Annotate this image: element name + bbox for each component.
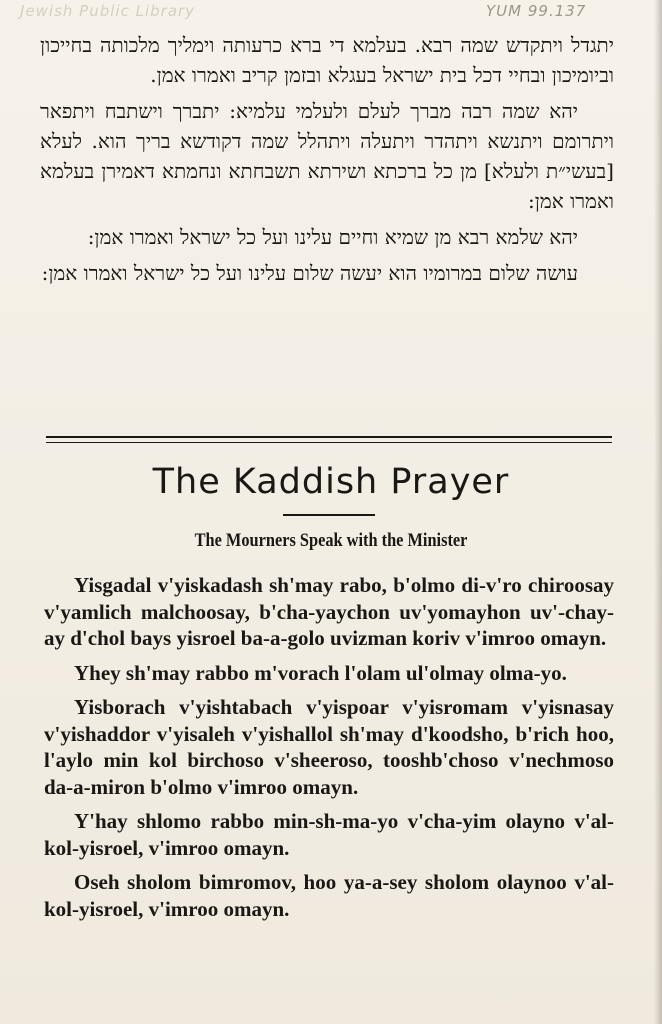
title-underline: [283, 514, 375, 516]
page-title: The Kaddish Prayer: [152, 462, 510, 502]
library-stamp: Jewish Public Library: [20, 2, 196, 20]
section-divider: [46, 436, 612, 443]
transliteration-block: [44, 572, 614, 930]
page-subtitle: The Mourners Speak with the Minister: [194, 530, 468, 551]
hebrew-paragraph-2: יהא שמה רבה מברך לעלם ולעלמי עלמיא: יתברך וישתבח ויתפאר ויתרומם ויתנשא ויתהדר ויתעלה ויתהלל שמה דקודשא בריך הוא. לעלא [בעשי״ת ולעלא] מן כל ברכתא ושירתא תשבחתא ונחמתא דאמירן בעלמא ואמרו אמן:: [40, 99, 614, 213]
card-edge-shadow: [654, 0, 662, 1024]
hebrew-paragraph-4: עושה שלום במרומיו הוא יעשה שלום עלינו ועל כל ישראל ואמרו אמן:: [41, 261, 578, 285]
hebrew-paragraph-3: יהא שלמא רבא מן שמיא וחיים עלינו ועל כל ישראל ואמרו אמן:: [87, 225, 578, 249]
hebrew-text-block: [40, 30, 614, 294]
hebrew-paragraph-1: יתגדל ויתקדש שמה רבא. בעלמא די ברא כרעותה וימליך מלכותה בחייכון וביומיכון ובחיי דכל בית ישראל בעגלא ובזמן קריב ואמרו אמן.: [40, 33, 614, 87]
translit-paragraph-5: Oseh sholom bimromov, hoo ya-a-sey sholom olaynoo v'al-kol-yisroel, v'imroo omayn.: [44, 870, 614, 921]
translit-paragraph-2: Yhey sh'may rabbo m'vorach l'olam ul'olmay olma-yo.: [74, 660, 567, 685]
translit-paragraph-1: Yisgadal v'yiskadash sh'may rabo, b'olmo di-v'ro chiroosay v'yamlich malchoosay, b'cha-yaychon uv'yomayhon uv'-chay-ay d'chol bays yisroel ba-a-golo uvizman koriv v'imroo omayn.: [44, 573, 614, 650]
translit-paragraph-4: Y'hay shlomo rabbo min-sh-ma-yo v'cha-yim olayno v'al-kol-yisroel, v'imroo omayn.: [44, 809, 614, 860]
translit-paragraph-3: Yisborach v'yishtabach v'yispoar v'yisromam v'yisnasay v'yishaddor v'yisaleh v'yishallol sh'may d'koodsho, b'rich hoo, l'aylo min kol birchoso v'sheeroso, tooshb'choso v'nechmoso da-a-miron b'olmo v'imroo omayn.: [44, 695, 614, 799]
catalog-number: YUM 99.137: [486, 2, 587, 20]
